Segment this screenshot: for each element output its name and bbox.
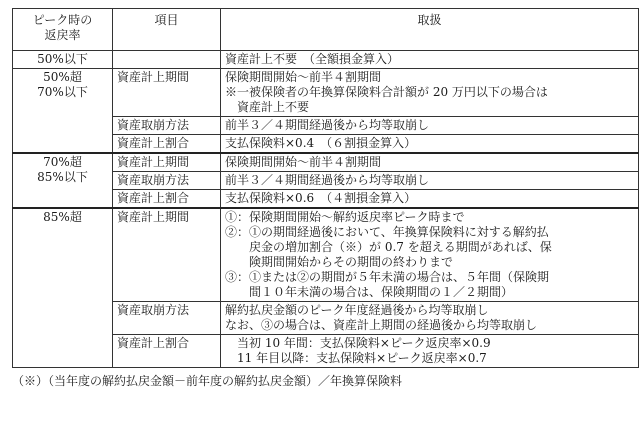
table-row	[13, 153, 639, 172]
item-cell: 資産計上割合	[113, 190, 221, 209]
handling-cell: 資産計上不要 （全額損金算入）	[221, 51, 639, 69]
item-cell: 資産計上割合	[113, 335, 221, 368]
ratio-cell: 50%以下	[13, 51, 113, 69]
ratio-cell: 85%超	[13, 208, 113, 368]
table-row	[13, 69, 639, 117]
ratio-cell: 70%超 85%以下	[13, 153, 113, 208]
item-cell: 資産取崩方法	[113, 172, 221, 190]
item-cell: 資産計上期間	[113, 208, 221, 302]
handling-cell: 保険期間開始～前半４割期間 ※一被保険者の年換算保険料合計額が 20 万円以下の場合は 資産計上不要	[221, 69, 639, 117]
handling-cell: 支払保険料×0.6 （４割損金算入）	[221, 190, 639, 209]
item-cell: 資産計上期間	[113, 153, 221, 172]
item-cell: 資産取崩方法	[113, 302, 221, 335]
handling-cell: 支払保険料×0.4 （６割損金算入）	[221, 135, 639, 154]
header-handling: 取扱	[221, 9, 639, 51]
item-cell: 資産取崩方法	[113, 117, 221, 135]
ratio-cell: 50%超 70%以下	[13, 69, 113, 154]
header-peak-ratio: ピーク時の 返戻率	[13, 9, 113, 51]
table-header-row	[13, 9, 639, 51]
item-cell: 資産計上割合	[113, 135, 221, 154]
table-row	[13, 51, 639, 69]
item-cell	[113, 51, 221, 69]
footnote: （※）（当年度の解約払戻金額－前年度の解約払戻金額）／年換算保険料	[12, 374, 403, 388]
handling-cell: 当初 10 年間：支払保険料×ピーク返戻率×0.9 11 年目以降：支払保険料×ピーク返戻率×0.7	[221, 335, 639, 368]
handling-cell: 解約払戻金額のピーク年度経過後から均等取崩し なお、③の場合は、資産計上期間の経過後から均等取崩し	[221, 302, 639, 335]
handling-cell: ①：保険期間開始～解約返戻率ピーク時まで ②：①の期間経過後において、年換算保険料に対する解約払 戻金の増加割合（※）が 0.7 を超える期間があれば、保 険期間開始からその期間の終わりまで ③：①または②の期間が５年未満の場合は、５年間（保険期 間１０年未満の場合は、保険期間の１／２期間）	[221, 208, 639, 302]
handling-cell: 前半３／４期間経過後から均等取崩し	[221, 172, 639, 190]
handling-cell: 保険期間開始～前半４割期間	[221, 153, 639, 172]
table-row	[13, 208, 639, 302]
insurance-accounting-table	[12, 8, 639, 368]
item-cell: 資産計上期間	[113, 69, 221, 117]
header-item: 項目	[113, 9, 221, 51]
handling-cell: 前半３／４期間経過後から均等取崩し	[221, 117, 639, 135]
document-page	[12, 8, 638, 389]
